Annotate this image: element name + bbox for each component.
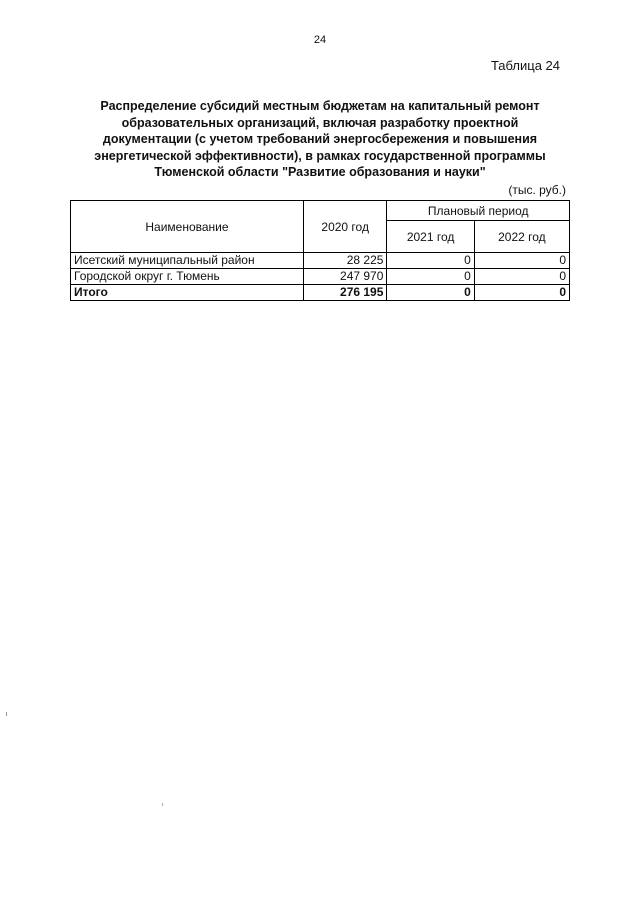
- document-title: [80, 98, 560, 181]
- table-row: [71, 269, 570, 285]
- row-2021-value: 0: [387, 269, 474, 285]
- page-number: 24: [313, 34, 327, 46]
- units-label: (тыс. руб.): [508, 183, 566, 197]
- header-planning-period: Плановый период: [387, 201, 570, 221]
- row-name: Городской округ г. Тюмень: [71, 269, 304, 285]
- subsidy-table: [70, 200, 570, 301]
- header-name: Наименование: [71, 201, 304, 253]
- total-2022-value: 0: [474, 285, 569, 301]
- total-label: Итого: [71, 285, 304, 301]
- header-2020: 2020 год: [303, 201, 387, 253]
- title-line: энергетической эффективности), в рамках государственной программы: [94, 148, 546, 163]
- row-name: Исетский муниципальный район: [71, 253, 304, 269]
- row-2021-value: 0: [387, 253, 474, 269]
- table-label: Таблица 24: [490, 58, 560, 73]
- row-2022-value: 0: [474, 253, 569, 269]
- scan-speck: [6, 712, 7, 716]
- table-row: [71, 253, 570, 269]
- total-row: [71, 285, 570, 301]
- row-2020-value: 28 225: [303, 253, 387, 269]
- title-line: Тюменской области "Развитие образования и науки": [154, 165, 486, 179]
- header-2022: 2022 год: [474, 221, 569, 253]
- title-line: документации (с учетом требований энергосбережения и повышения: [102, 132, 538, 146]
- title-line: образовательных организаций, включая разработку проектной: [121, 115, 519, 130]
- title-line: Распределение субсидий местным бюджетам на капитальный ремонт: [100, 99, 540, 113]
- header-2021: 2021 год: [387, 221, 474, 253]
- total-2020-value: 276 195: [303, 285, 387, 301]
- scan-speck: [162, 803, 163, 806]
- total-2021-value: 0: [387, 285, 474, 301]
- row-2020-value: 247 970: [303, 269, 387, 285]
- row-2022-value: 0: [474, 269, 569, 285]
